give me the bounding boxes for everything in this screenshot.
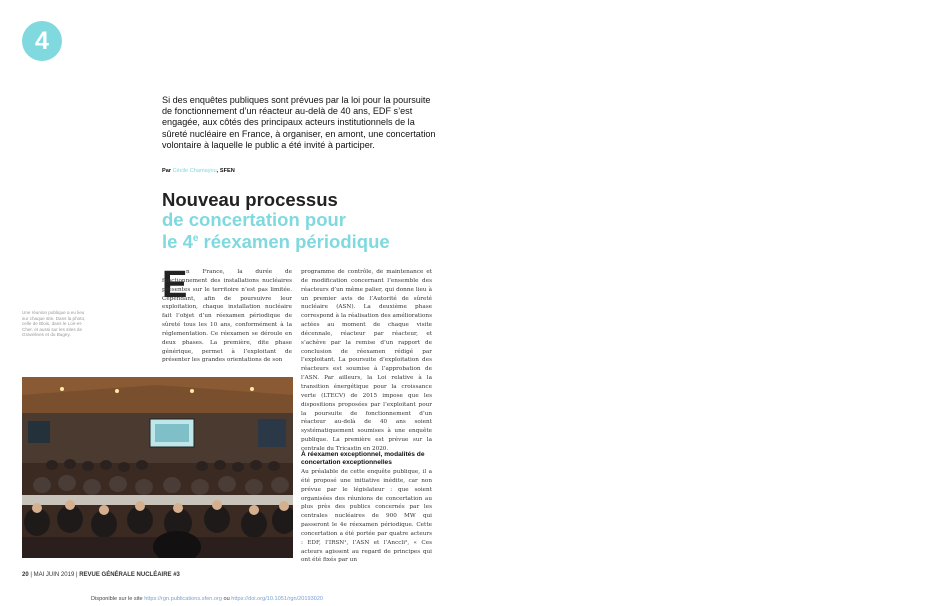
photo-caption: Une réunion publique a eu lieu sur chaque site. Dans la photo, celle de Blois, dans le Loir-et-Cher, et aussi sur les sites de Gravelines et du Bugey. <box>22 310 86 338</box>
title-line-1: Nouveau processus <box>162 189 338 210</box>
doi-link[interactable]: https://doi.org/10.1051/rgn/20193020 <box>231 596 324 602</box>
issue-date: MAI JUIN 2019 <box>33 572 75 578</box>
meeting-photo <box>22 377 293 558</box>
title-line-3 <box>162 229 462 252</box>
drop-cap: E <box>162 264 188 306</box>
article-title <box>162 190 462 252</box>
byline <box>162 168 235 174</box>
section-badge: 4 <box>22 21 62 61</box>
ceiling-light <box>190 389 194 393</box>
table-row <box>22 495 293 505</box>
byline-prefix: Par <box>162 168 172 174</box>
ceiling-light <box>250 387 254 391</box>
intro-paragraph: Si des enquêtes publiques sont prévues par la loi pour la poursuite de fonctionnement d’un réacteur au-delà de 40 ans, EDF s’est engagée, aux côtés des principaux acteurs institutionnels de la sûreté nucléaire en France, à organiser, en amont, une concertation volontaire à laquelle le public a été invité à participer. <box>162 95 436 150</box>
title-line-2: de concertation pour <box>162 208 346 230</box>
section-subheading: À réexamen exceptionnel, modalités de concertation exceptionnelles <box>301 451 425 467</box>
footer-sep: | <box>74 572 80 578</box>
page-footer <box>22 572 180 578</box>
byline-org: , SFEN <box>216 168 235 174</box>
journal-name: REVUE GÉNÉRALE NUCLÉAIRE #3 <box>79 572 180 578</box>
ceiling-light <box>115 389 119 393</box>
byline-author[interactable]: Cécile Chamayou <box>172 168 217 174</box>
body-column-1: n France, la durée de fonctionnement des installations nucléaires présentes sur le territoire n’est pas limitée. Cependant, afin de poursuivre leur exploitation, chaque installation nucléaire fait l’objet d’un réexamen périodique de sûreté tous les 10 ans, conformément à la réglementation. Ce réexamen se déroule en deux phases. La première, dite phase générique, permet à l’exploitant de présenter les grandes orientations de son <box>162 269 292 364</box>
ceiling-light <box>60 387 64 391</box>
page-number: 20 <box>22 572 29 578</box>
availability-or: ou <box>223 596 230 602</box>
availability-note <box>91 596 323 602</box>
title-line-3-sup: e <box>192 233 199 244</box>
projection-screen-content <box>155 424 189 442</box>
title-line-3-post: réexamen périodique <box>198 231 390 252</box>
meeting-photo-image <box>22 377 293 558</box>
window <box>28 421 50 443</box>
availability-prefix: Disponible sur le site <box>91 596 143 602</box>
window <box>258 419 286 447</box>
footer-sep: | <box>28 572 34 578</box>
title-line-3-pre: le 4 <box>162 231 193 252</box>
body-column-2: programme de contrôle, de maintenance et de modification concernant l’ensemble des réacteurs d’un même palier, qui donne lieu à un premier avis de l’Autorité de sûreté nucléaire (ASN). La deuxième phase correspond à la réalisation des améliorations actées au moment de chaque visite décennale, réacteur par réacteur, et s’achève par la remise d’un rapport de conclusion de réexamen rédigé par l’exploitant. La poursuite d’exploitation des réacteurs est soumise à l’approbation de l’ASN. Par ailleurs, la Loi relative à la transition énergétique pour la croissance verte (LTECV) de 2015 impose que les dispositions proposées par l’exploitant pour la poursuite de fonctionnement d’un réacteur au-delà de 40 ans soient systématiquement soumises à une enquête publique. La première est prévue sur la centrale du Tricastin en 2020. <box>301 269 432 452</box>
site-link[interactable]: https://rgn.publications.sfen.org <box>144 596 222 602</box>
body-column-3: Au préalable de cette enquête publique, il a été proposé une initiative inédite, car non prévue par le législateur : que soient organisées des réunions de concertation au plus près des publics concernés par les centrales nucléaires de 900 MW qui passeront le 4e réexamen périodique. Cette concertation a été portée par quatre acteurs : EDF, l’IRSN¹, l’ASN et l’Anccli², « Ces acteurs agissent au regard de principes qui ont été fixés par un <box>301 469 432 564</box>
